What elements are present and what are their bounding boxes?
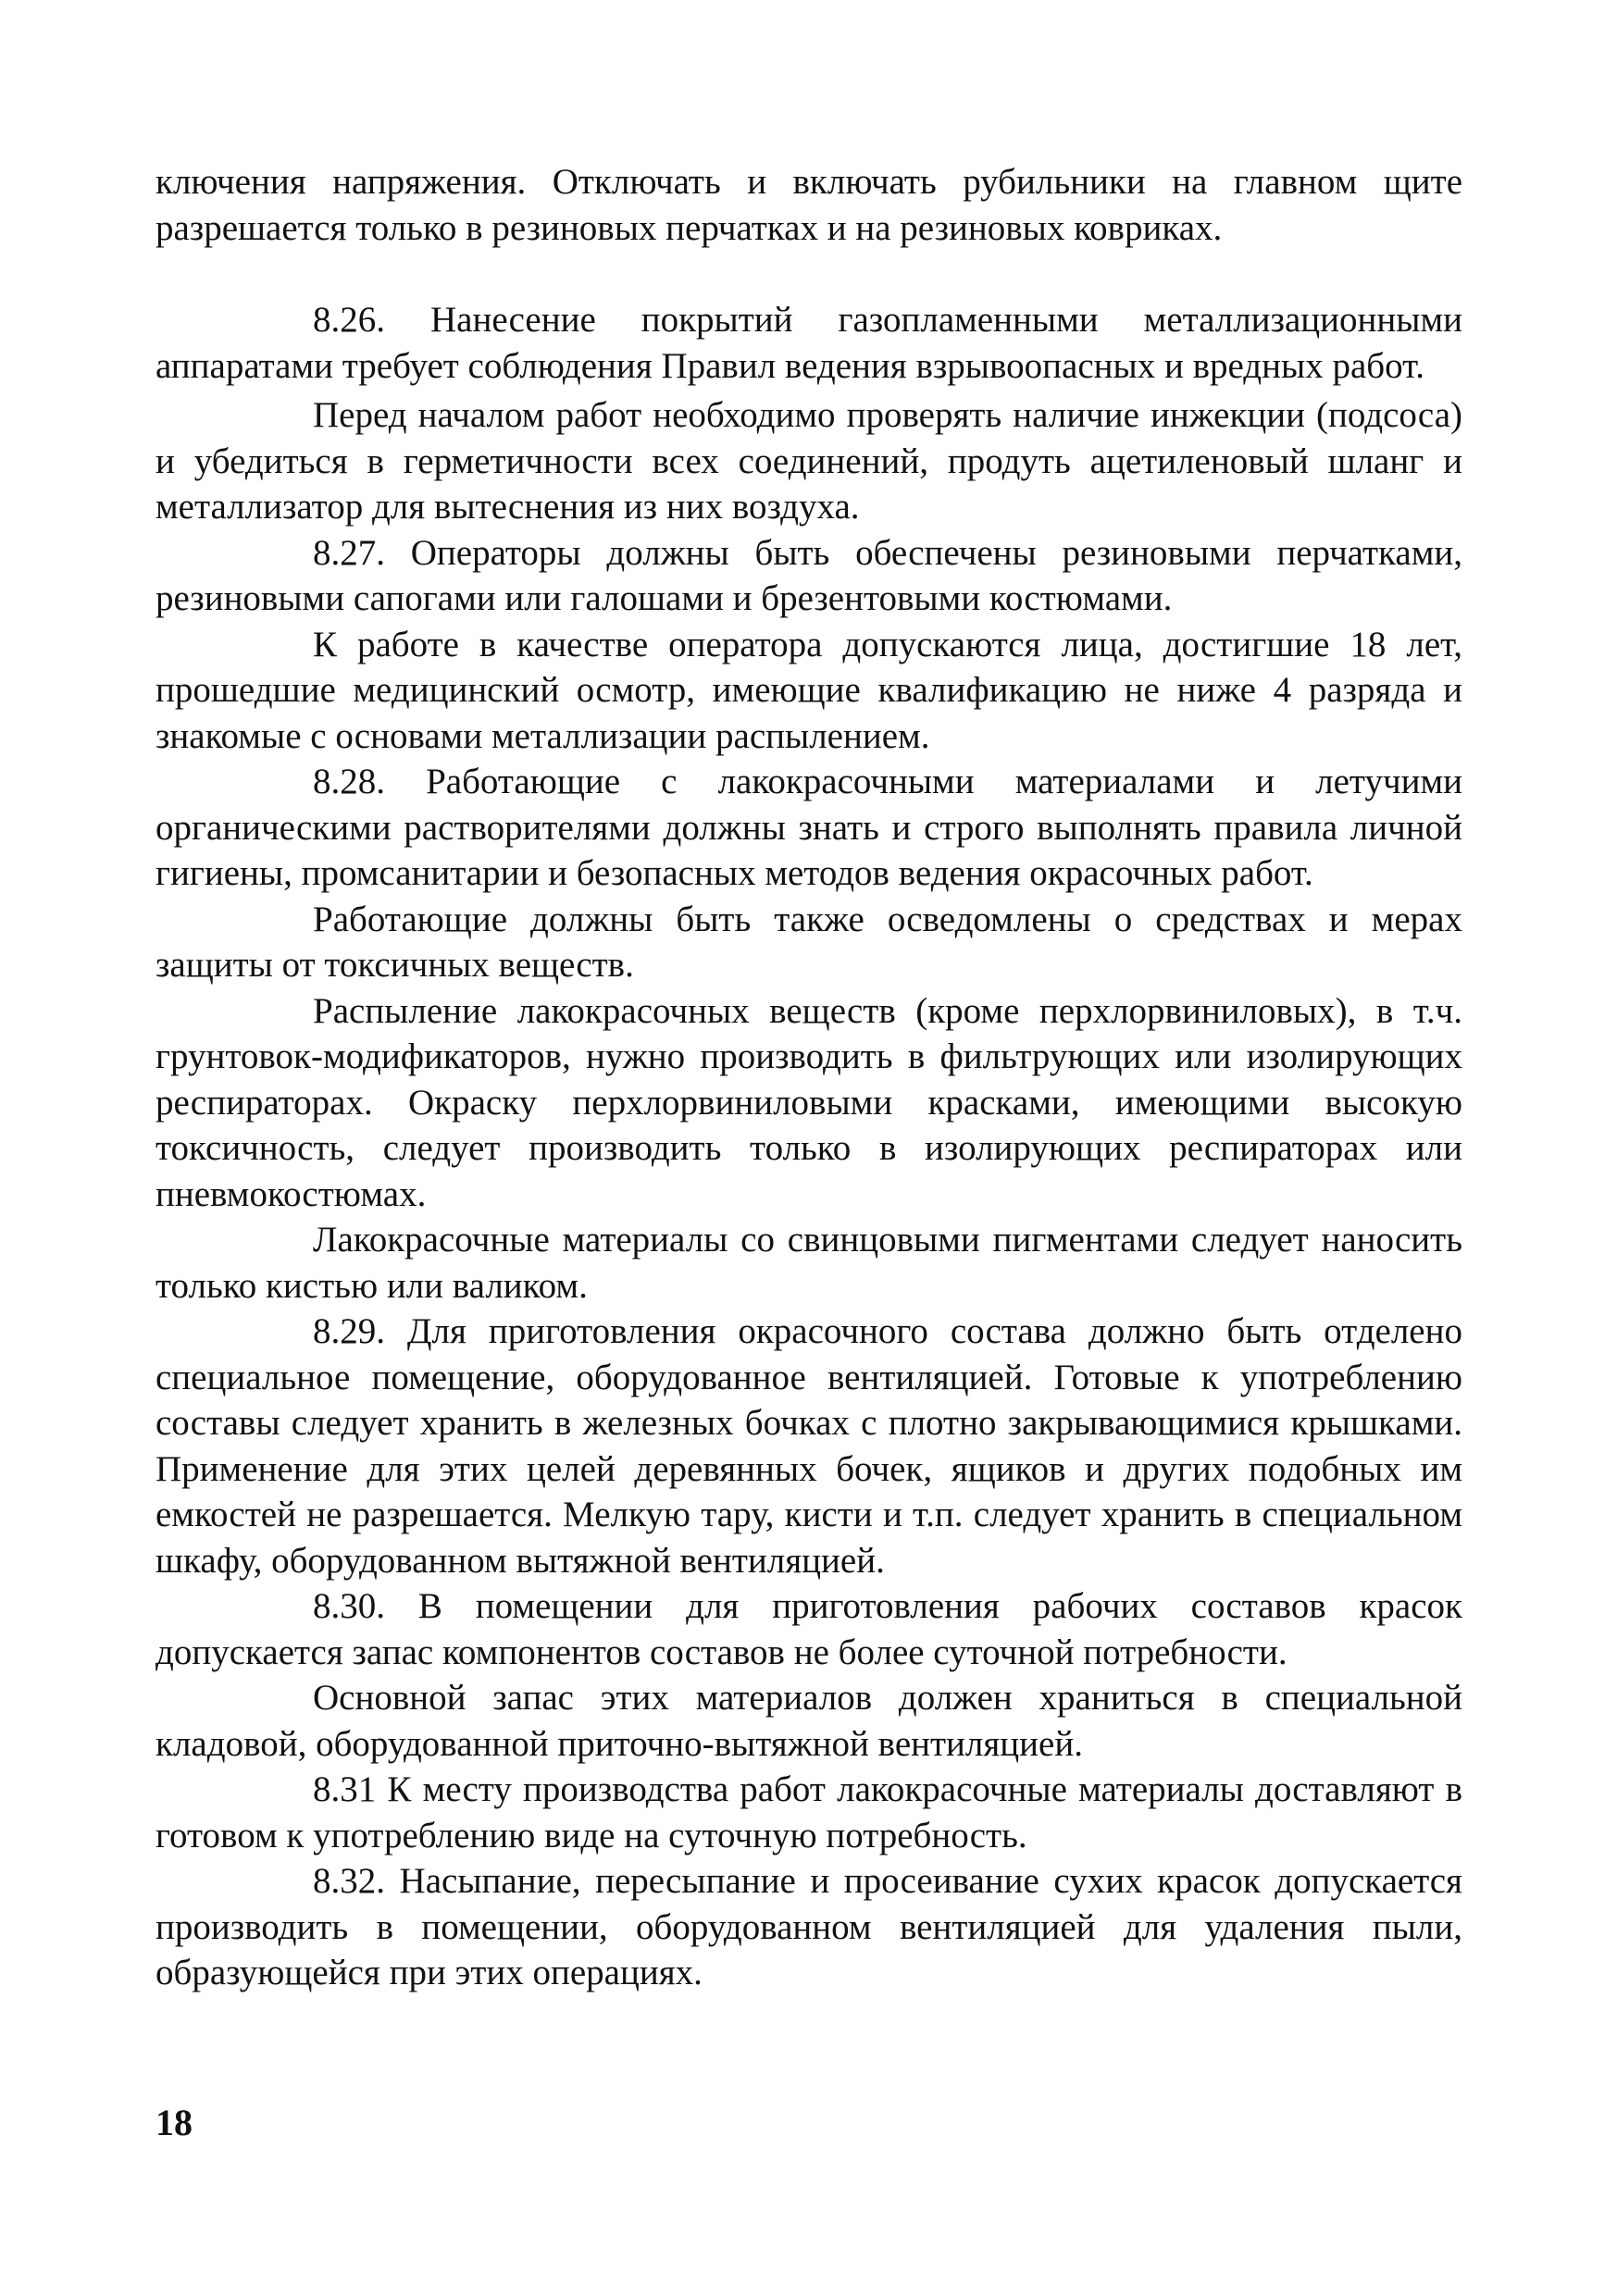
paragraph-8-29: 8.29. Для приготовления окрасочного состава должно быть отделено специальное помещение, оборудованное вентиляцией. Готовые к употреблению составы следует хранить в железных бочках с плотно закрывающимися крышками. Применение для этих целей деревянных бочек, ящиков и других подобных им емкостей не разрешается. Мелкую тару, кисти и т.п. следует хранить в специальном шкафу, оборудованном вытяжной вентиляцией.: [155, 1311, 1462, 1581]
paragraph-8-26-cont: Перед началом работ необходимо проверять наличие инжекции (подсоса) и убедиться в герметичности всех соединений, продуть ацетиленовый шланг и металлизатор для вытеснения из них воздуха.: [155, 395, 1462, 527]
document-page: [155, 159, 1462, 1996]
paragraph-8-30-cont: Основной запас этих материалов должен храниться в специальной кладовой, оборудованной приточно-вытяжной вентиляцией.: [155, 1678, 1462, 1764]
paragraph-8-26: 8.26. Нанесение покрытий газопламенными металлизационными аппаратами требует соблюдения Правил ведения взрывоопасных и вредных работ.: [155, 300, 1462, 386]
paragraph-8-32: 8.32. Насыпание, пересыпание и просеивание сухих красок допускается производить в помещении, оборудованном вентиляцией для удаления пыли, образующейся при этих операциях.: [155, 1861, 1462, 1992]
paragraph-8-30: 8.30. В помещении для приготовления рабочих составов красок допускается запас компонентов составов не более суточной потребности.: [155, 1586, 1462, 1672]
paragraph-continuation: ключения напряжения. Отключать и включать рубильники на главном щите разрешается только в резиновых перчатках и на резиновых ковриках.: [155, 162, 1462, 248]
paragraph-8-27: 8.27. Операторы должны быть обеспечены резиновыми перчатками, резиновыми сапогами или галошами и брезентовыми костюмами.: [155, 532, 1462, 618]
paragraph-8-28: 8.28. Работающие с лакокрасочными материалами и летучими органическими растворителями должны знать и строго выполнять правила личной гигиены, промсанитарии и безопасных методов ведения окрасочных работ.: [155, 762, 1462, 893]
page-number: 18: [155, 2102, 193, 2143]
paragraph-8-28-cont-2: Распыление лакокрасочных веществ (кроме перхлорвиниловых), в т.ч. грунтовок-модификаторов, нужно производить в фильтрующих или изолирующих респираторах. Окраску перхлорвиниловыми красками, имеющими высокую токсичность, следует производить только в изолирующих респираторах или пневмокостюмах.: [155, 990, 1462, 1214]
paragraph-8-28-cont-3: Лакокрасочные материалы со свинцовыми пигментами следует наносить только кистью или валиком.: [155, 1220, 1462, 1306]
paragraph-8-31: 8.31 К месту производства работ лакокрасочные материалы доставляют в готовом к употреблению виде на суточную потребность.: [155, 1769, 1462, 1855]
paragraph-8-28-cont-1: Работающие должны быть также осведомлены о средствах и мерах защиты от токсичных веществ.: [155, 899, 1462, 985]
paragraph-8-27-cont: К работе в качестве оператора допускаются лица, достигшие 18 лет, прошедшие медицинский осмотр, имеющие квалификацию не ниже 4 разряда и знакомые с основами металлизации распылением.: [155, 624, 1462, 756]
